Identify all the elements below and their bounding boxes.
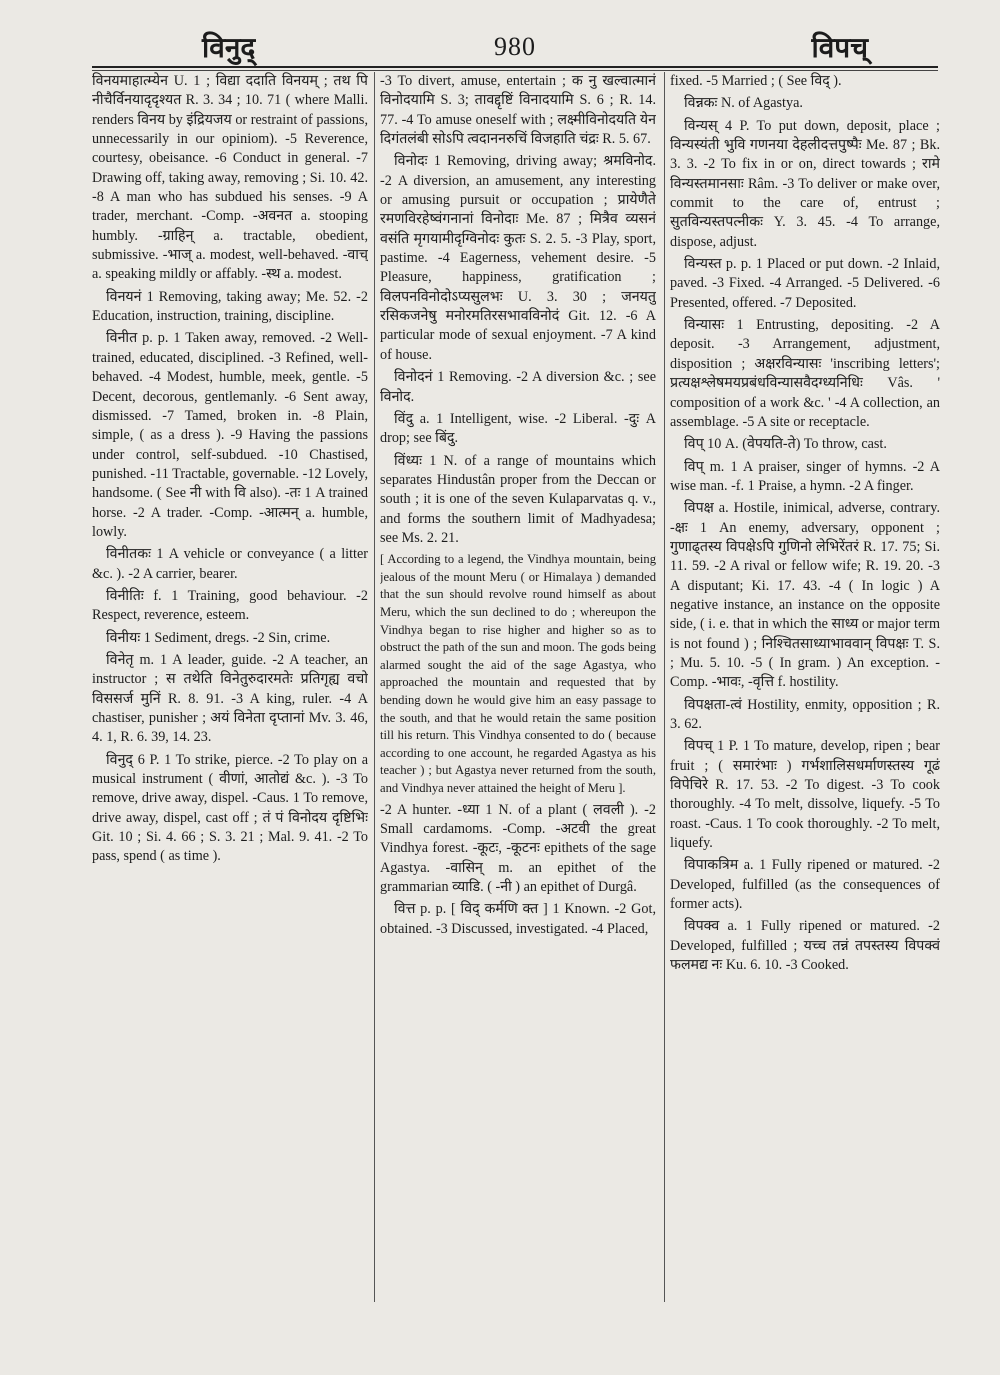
dictionary-entry: विनीयः 1 Sediment, dregs. -2 Sin, crime.	[106, 629, 331, 646]
dictionary-entry: fixed. -5 Married ; ( See विद् ).	[670, 73, 842, 89]
dictionary-entry: विन्नकः N. of Agastya.	[684, 95, 803, 112]
dictionary-entry: विनयमाहात्म्येन U. 1 ; विद्या ददाति विनयम् ; तथ पि नीचैर्विनयादृदृश्यत R. 3. 34 ; 10. 71 ( where Malli. renders विनय by इंद्रियजय or restraint of passions, unnecessarily in our opiniom). -5 Reverence, courtesy, obeisance. -6 Conduct in general. -7 Drawing off, taking away, removing ; Si. 10. 42. -8 A man who has subdued his senses. -9 A trader, merchant. -Comp. -अवनत a. stooping humbly. -ग्राहिन् a. tractable, obedient, submissive. -भाज् a. modest, well-behaved. -वाच् a. speaking mildly or affably. -स्थ a. modest.	[92, 73, 368, 283]
header-right-word: विपच्	[811, 33, 868, 64]
dictionary-entry: विपक्ष a. Hostile, inimical, adverse, contrary. -क्षः 1 An enemy, adversary, opponent ; गुणाढ्तस्य विपक्षेऽपि गुणिनो लेभिरेंतरं R. 17. 75; Si. 11. 59. -2 A rival or fellow wife; R. 19. 20. -3 A disputant; Ki. 17. 43. -4 ( In logic ) A negative instance, an instance on the opposite side, ( i. e. that in which the साध्य or major term is not found ) ; निश्चितसाध्याभाववान् विपक्षः T. S. ; Mu. 5. 10. -5 ( In gram. ) An exception. -Comp. -भावः, -वृत्ति f. hostility.	[670, 500, 940, 691]
page-number: 980	[494, 32, 536, 61]
dictionary-entry: विंदु a. 1 Intelligent, wise. -2 Liberal. -दुः A drop; see बिंदु.	[380, 410, 656, 447]
dictionary-entry: विन्यस् 4 P. To put down, deposit, place ; विन्यस्यंती भुवि गणनया देहलीदत्तपुष्पैः Me. 87 ; Bk. 3. 3. -2 To fix in or on, direct towards ; रामे विन्यस्तमानसाः Râm. -3 To deliver or make over, commit to the care of, entrust ; सुतविन्यस्तपत्नीकः Y. 3. 45. -4 To arrange, dispose, adjust.	[670, 117, 940, 250]
header-left-word: विनुद्	[202, 33, 256, 64]
dictionary-entry: विनीत p. p. 1 Taken away, removed. -2 Well-trained, educated, disciplined. -3 Refined, well-behaved. -4 Modest, humble, meek, gentle. -5 Decent, decorous, gentlemanly. -6 Sent away, dismissed. -7 Tamed, broken in. -8 Plain, simple, ( as a dress ). -9 Having the passions under control, self-subdued. -10 Chastised, punished. -11 Tractable, governable. -12 Lovely, handsome. ( See नी with वि also). -तः 1 A trained horse. -2 A trader. -Comp. -आत्मन् a. humble, lowly.	[92, 330, 368, 540]
column-divider	[374, 72, 375, 1302]
dictionary-entry: विपक्व a. 1 Fully ripened or matured. -2 Developed, fulfilled ; यच्च तन्नं तपस्तस्य विपक्वं फलमद्य नः Ku. 6. 10. -3 Cooked.	[670, 918, 940, 974]
dictionary-entry: विपच् 1 P. 1 To mature, develop, ripen ; bear fruit ; ( समारंभाः ) गर्भशालिसधर्माणस्तस्य गूढं विपेचिरे R. 17. 53. -2 To digest. -3 To cook thoroughly. -4 To melt, dissolve, liquefy. -5 To roast. -Caus. 1 To cook thoroughly. -2 To melt, liquefy.	[670, 738, 940, 852]
dictionary-entry: विप् 10 A. (वेपयति-ते) To throw, cast.	[684, 436, 887, 453]
dictionary-entry: विनयनं 1 Removing, taking away; Me. 52. -2 Education, instruction, training, discipline.	[92, 288, 368, 325]
dictionary-entry: विनीतिः f. 1 Training, good behaviour. -2 Respect, reverence, esteem.	[92, 587, 368, 624]
dictionary-entry: -3 To divert, amuse, entertain ; क नु खल्वात्मानं विनोदयामि S. 3; तावद्दृष्टिं विनादयामि S. 6 ; R. 14. 77. -4 To amuse oneself with ; लक्ष्मीविनोदयति येन दिगंतलंबी सोऽपि त्वदाननरुचिं विजहाति चंद्रः R. 5. 67.	[380, 73, 656, 148]
dictionary-entry: विनोदः 1 Removing, driving away; श्रमविनोद. -2 A diversion, an amusement, any interesting or amusing pursuit or occupation ; प्रायेणैते रमणविरहेष्वंगनानां विनोदाः Me. 87 ; मित्रैव व्यसनं वसंति मृगयामीदृग्विनोदः कुतः S. 2. 5. -3 Play, sport, pastime. -4 Eagerness, vehement desire. -5 Pleasure, happiness, gratification ; विलपनविनोदोऽप्यसुलभः U. 3. 30 ; जनयतु रसिकजनेषु मनोरमतिरसभावविनोदं Git. 12. -6 A particular mode of sexual enjoyment. -7 A kind of house.	[380, 153, 656, 363]
dictionary-entry: विपाकत्रिम a. 1 Fully ripened or matured. -2 Developed, fulfilled (as the consequences of former acts).	[670, 857, 940, 913]
header-rule	[92, 66, 938, 68]
page-header	[92, 28, 938, 68]
dictionary-entry: -2 A hunter. -ध्या 1 N. of a plant ( लवली ). -2 Small cardamoms. -Comp. -अटवी the great Vindhya forest. -कूटः, -कूटनः epithets of the sage Agastya. -वासिन् m. an epithet of the grammarian व्याडि. ( -नी ) an epithet of Durgâ.	[380, 801, 656, 895]
header-rule-thin	[92, 70, 938, 71]
dictionary-entry: विन्यासः 1 Entrusting, depositing. -2 A deposit. -3 Arrangement, adjustment, disposition ; अक्षरविन्यासः 'inscribing letters'; प्रत्यक्षश्लेषमयप्रबंधविन्यासवैदग्ध्यनिधिः Vâs. ' composition of a work &c. ' -4 A collection, an assemblage. -5 A site or receptacle.	[670, 317, 940, 430]
dictionary-entry: विनेतृ m. 1 A leader, guide. -2 A teacher, an instructor ; स तथेति विनेतुरुदारमतेः प्रतिगृह्य वचो विससर्ज मुनिं R. 8. 91. -3 A king, ruler. -4 A chastiser, punisher ; अयं विनेता दृप्तानां Mv. 3. 46, 4. 1, R. 6. 39, 14. 23.	[92, 651, 368, 746]
column-divider	[664, 72, 665, 1302]
dictionary-entry: विनोदनं 1 Removing. -2 A diversion &c. ; see विनोद.	[380, 369, 656, 405]
dictionary-entry: विनुद् 6 P. 1 To strike, pierce. -2 To play on a musical instrument ( वीणां, आतोद्यं &c. ). -3 To remove, drive away, dispel. -Caus. 1 To remove, drive away, dispel, cast off ; तं पं विनोदय दृष्टिभिः Git. 10 ; Si. 4. 66 ; S. 3. 21 ; Mal. 9. 41. -2 To pass, spend ( as time ).	[92, 751, 368, 865]
dictionary-entry: विनीतकः 1 A vehicle or conveyance ( a litter &c. ). -2 A carrier, bearer.	[92, 546, 368, 582]
column-right	[670, 72, 940, 1302]
dictionary-entry: विन्यस्त p. p. 1 Placed or put down. -2 Inlaid, paved. -3 Fixed. -4 Arranged. -5 Delivered. -6 Presented, offered. -7 Deposited.	[670, 256, 940, 311]
dictionary-entry: विपक्षता-त्वं Hostility, enmity, opposition ; R. 3. 62.	[670, 696, 940, 732]
column-left	[92, 72, 368, 1302]
column-middle	[380, 72, 656, 1302]
dictionary-entry: वित्त p. p. [ विद् कर्मणि क्त ] 1 Known. -2 Got, obtained. -3 Discussed, investigated. -4 Placed,	[380, 901, 656, 937]
dictionary-entry: विप् m. 1 A praiser, singer of hymns. -2 A wise man. -f. 1 Praise, a hymn. -2 A finger.	[670, 458, 940, 494]
dictionary-entry: विंध्यः 1 N. of a range of mountains which separates Hindustân proper from the Deccan or south ; it is one of the seven Kulaparvatas q. v., and forms the southern limit of Madhyadesa; see Ms. 2. 21.	[380, 452, 656, 546]
dictionary-entry: [ According to a legend, the Vindhya mountain, being jealous of the mount Meru ( or Himalaya ) demanded that the sun should revolve round himself as about Meru, which the sun declined to do ; whereupon the Vindhya began to rise higher and higher so as to obstruct the path of the sun and moon. The gods being alarmed sought the aid of the sage Agastya, who approached the mountain and requested that by bending down he would give him an easy passage to the south, and that he would retain the same position till his return. This Vindhya consented to do ( because according to one account, he regarded Agastya as his teacher ) ; but Agastya never returned from the south, and Vindhya never attained the height of Meru ].	[380, 552, 656, 795]
